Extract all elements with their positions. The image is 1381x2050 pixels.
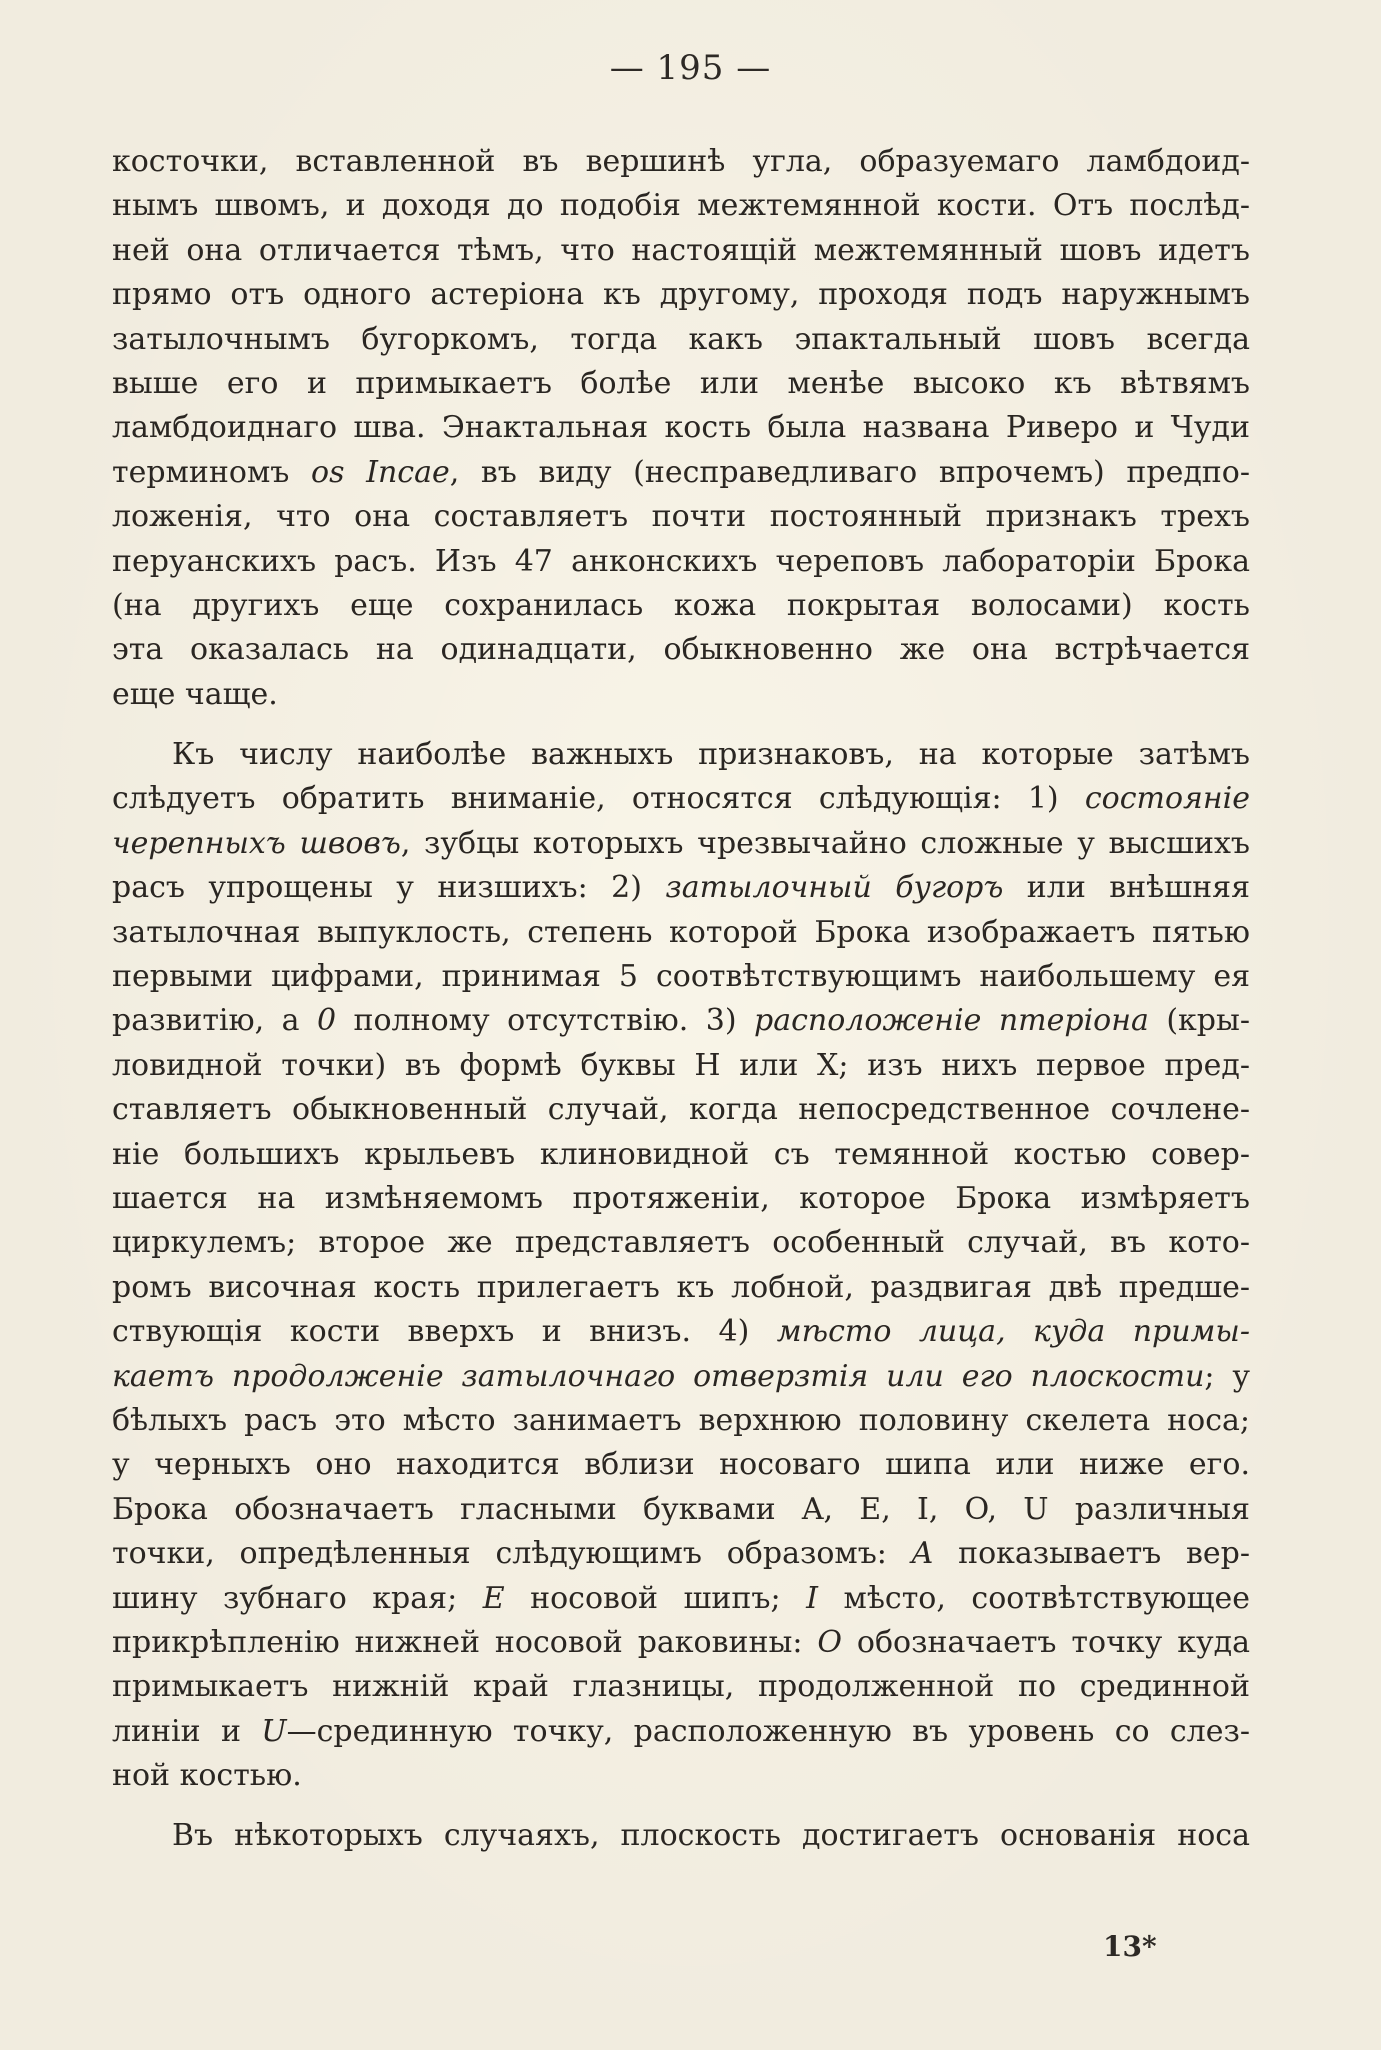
paragraph-gap	[112, 717, 1250, 733]
text-line: прикрѣпленію нижней носовой раковины: O обозначаетъ точку куда	[112, 1624, 1250, 1660]
text-line: ромъ височная кость прилегаетъ къ лобной, раздвигая двѣ предше-	[112, 1269, 1250, 1305]
text-line: косточки, вставленной въ вершинѣ угла, образуемаго ламбдоид-	[112, 144, 1250, 179]
text-line: ставляетъ обыкновенный случай, когда непосредственное сочлене-	[112, 1092, 1250, 1128]
text-line: выше его и примыкаетъ болѣе или менѣе высоко къ вѣтвямъ	[112, 365, 1250, 401]
text-line: нымъ швомъ, и доходя до подобія межтемянной кости. Отъ послѣд-	[112, 188, 1250, 224]
text-line: затылочнымъ бугоркомъ, тогда какъ эпактальный шовъ всегда	[112, 321, 1250, 357]
text-line: каетъ продолженіе затылочнаго отверзтія или его плоскости; у	[112, 1358, 1250, 1394]
text-line: шается на измѣняемомъ протяженіи, которое Брока измѣряетъ	[112, 1180, 1250, 1216]
text-line: ламбдоиднаго шва. Энактальная кость была названа Риверо и Чуди	[112, 410, 1250, 446]
text-line: бѣлыхъ расъ это мѣсто занимаетъ верхнюю половину скелета носа;	[112, 1402, 1250, 1438]
text-line: ной костью.	[112, 1758, 302, 1794]
text-line: затылочная выпуклость, степень которой Брока изображаетъ пятью	[112, 914, 1250, 950]
text-line: циркулемъ; второе же представляетъ особенный случай, въ кото-	[112, 1225, 1250, 1261]
text-line: ніе большихъ крыльевъ клиновидной съ темянной костью совер-	[112, 1136, 1250, 1172]
text-line: первыми цифрами, принимая 5 соотвѣтствующимъ наибольшему ея	[112, 959, 1250, 995]
text-line: ловидной точки) въ формѣ буквы Н или X; изъ нихъ первое пред-	[112, 1047, 1250, 1083]
text-line: ней она отличается тѣмъ, что настоящій межтемянный шовъ идетъ	[112, 232, 1250, 268]
text-line: ствующія кости вверхъ и внизъ. 4) мѣсто лица, куда примы-	[112, 1314, 1250, 1350]
text-line: Къ числу наиболѣе важныхъ признаковъ, на которые затѣмъ	[172, 737, 1250, 773]
text-line: примыкаетъ нижній край глазницы, продолженной по срединной	[112, 1669, 1250, 1705]
text-line: перуанскихъ расъ. Изъ 47 анконскихъ череповъ лабораторіи Брока	[112, 543, 1250, 579]
text-line: у черныхъ оно находится вблизи носоваго шипа или ниже его.	[112, 1447, 1250, 1483]
paragraph-gap	[112, 1798, 1250, 1814]
text-line: развитію, а 0 полному отсутствію. 3) расположеніе птеріона (кры-	[112, 1003, 1251, 1039]
text-line: еще чаще.	[112, 676, 278, 712]
text-line: Брока обозначаетъ гласными буквами A, E, I, O, U различныя	[112, 1491, 1250, 1527]
text-line: ложенія, что она составляетъ почти постоянный признакъ трехъ	[112, 499, 1250, 535]
text-line: черепныхъ швовъ, зубцы которыхъ чрезвычайно сложные у высшихъ	[112, 825, 1250, 861]
signature-mark: 13*	[1103, 1930, 1157, 1963]
text-line: прямо отъ одного астеріона къ другому, проходя подъ наружнымъ	[112, 277, 1250, 313]
text-line: линіи и U—срединную точку, расположенную въ уровень со слез-	[112, 1713, 1250, 1749]
text-line: шину зубнаго края; E носовой шипъ; I мѣсто, соотвѣтствующее	[112, 1580, 1250, 1616]
text-line: терминомъ os Incae, въ виду (несправедливаго впрочемъ) предпо-	[112, 454, 1251, 490]
text-line: Въ нѣкоторыхъ случаяхъ, плоскость достигаетъ основанія носа	[172, 1818, 1250, 1854]
body-text	[112, 140, 1250, 1859]
text-line: расъ упрощены у низшихъ: 2) затылочный бугоръ или внѣшняя	[112, 870, 1250, 906]
text-line: эта оказалась на одинадцати, обыкновенно же она встрѣчается	[112, 632, 1250, 668]
text-line: слѣдуетъ обратить вниманіе, относятся слѣдующія: 1) состояніе	[112, 781, 1250, 817]
text-line: точки, опредѣленныя слѣдующимъ образомъ: A показываетъ вер-	[112, 1536, 1250, 1572]
text-line: (на другихъ еще сохранилась кожа покрытая волосами) кость	[112, 587, 1250, 623]
page-number: — 195 —	[609, 48, 772, 88]
